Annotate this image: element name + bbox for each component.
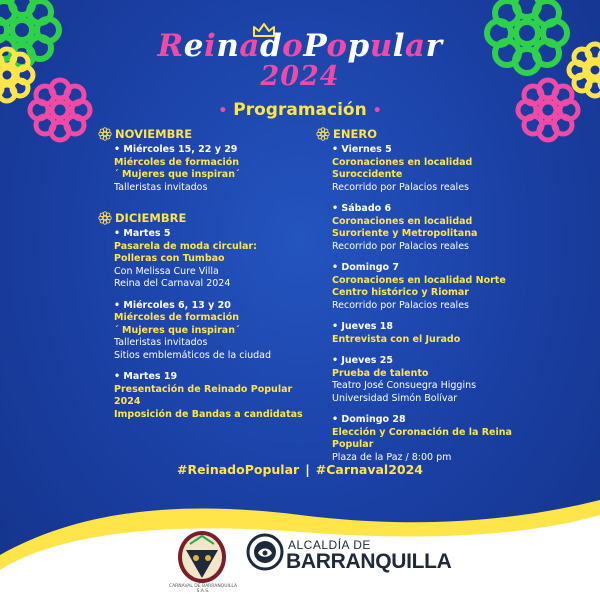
event-title: Coronaciones en localidad	[332, 215, 473, 227]
sun-icon	[98, 127, 112, 141]
title-letter: P	[303, 28, 327, 64]
title-letter: R	[157, 28, 184, 64]
event-date: • Miércoles 15, 22 y 29	[114, 144, 238, 155]
event-title: Polleras con Tumbao	[114, 253, 225, 264]
event-item	[114, 228, 313, 291]
event-title: 2024	[114, 396, 141, 407]
event-item	[114, 144, 313, 194]
event-note: Talleristas invitados	[114, 181, 208, 193]
event-title: Miércoles de formación	[114, 312, 240, 323]
event-note: Universidad Simón Bolívar	[332, 392, 458, 404]
event-date: • Domingo 7	[332, 262, 399, 273]
month-name: DICIEMBRE	[115, 211, 187, 225]
subtitle-text: Programación	[233, 100, 367, 120]
title-letter: u	[369, 28, 393, 64]
event-date: • Domingo 28	[332, 414, 406, 425]
event-item	[114, 371, 313, 421]
schedule-right-column	[316, 127, 516, 473]
event-note: Con Melissa Cure Villa	[114, 265, 219, 277]
section-gap	[98, 203, 313, 211]
event-item	[332, 321, 516, 346]
title-letter: r	[425, 28, 443, 64]
event-note: Recorrido por Palacios reales	[332, 181, 469, 193]
event-date: • Martes 19	[114, 371, 178, 382]
event-item	[332, 144, 516, 194]
event-note: Teatro José Consuegra Higgins	[332, 380, 477, 391]
event-title: Imposición de Bandas a candidatas	[114, 408, 303, 420]
title-letter: p	[347, 28, 370, 64]
title-letter: n	[216, 28, 240, 64]
title-letter: o	[282, 28, 304, 64]
event-title: Centro histórico y Riomar	[332, 287, 469, 298]
schedule-left-column	[98, 127, 313, 430]
title-letter: l	[392, 28, 406, 64]
event-title: Pasarela de moda circular:	[114, 240, 257, 252]
event-item	[332, 203, 516, 253]
event-item	[332, 414, 516, 464]
title-letter: e	[183, 28, 205, 64]
month-name: ENERO	[333, 127, 377, 141]
event-note: Reina del Carnaval 2024	[114, 278, 231, 289]
event-date: • Viernes 5	[332, 144, 392, 155]
title-letter: d	[259, 28, 283, 64]
event-item	[114, 300, 313, 363]
event-item	[332, 355, 516, 405]
event-date: • Miércoles 6, 13 y 20	[114, 299, 231, 311]
hashtags	[0, 462, 600, 477]
event-title: Miércoles de formación	[114, 156, 240, 168]
event-title: Elección y Coronación de la Reina	[332, 426, 512, 438]
event-note: Plaza de la Paz / 8:00 pm	[332, 451, 452, 463]
title-letter: a	[239, 28, 260, 64]
event-title: Coronaciones en localidad	[332, 156, 473, 168]
hashtag-reinado: #ReinadoPopular	[176, 462, 300, 477]
event-note: Talleristas invitados	[114, 337, 208, 348]
hashtag-separator: |	[305, 462, 310, 477]
title-letter: o	[326, 28, 348, 64]
title-letter: a	[405, 28, 426, 64]
footer-logos	[0, 525, 600, 600]
event-title: Entrevista con el Jurado	[332, 333, 461, 345]
title-year: 2024	[260, 61, 340, 92]
carnaval-logo-text: CARNAVAL DE BARRANQUILLA S.A.S.	[168, 584, 238, 594]
event-date: • Jueves 18	[332, 321, 393, 332]
event-date: • Sábado 6	[332, 203, 392, 214]
month-name: NOVIEMBRE	[115, 127, 193, 141]
event-title: Coronaciones en localidad Norte	[332, 274, 506, 286]
month-header	[98, 211, 313, 225]
event-title: Popular	[332, 439, 374, 450]
sun-icon	[98, 211, 112, 225]
event-note: Recorrido por Palacios reales	[332, 240, 469, 252]
event-title: ´ Mujeres que inspiran´	[114, 169, 240, 180]
hashtag-carnaval: #Carnaval2024	[315, 462, 424, 477]
month-header	[98, 127, 313, 141]
alcaldia-label-top: ALCALDÍA DE	[288, 538, 371, 552]
alcaldia-emblem-icon	[246, 533, 284, 571]
page-title	[0, 28, 600, 64]
carnaval-logo	[176, 530, 228, 588]
event-date: • Martes 5	[114, 228, 171, 239]
event-title: Suroccidente	[332, 169, 403, 180]
event-item	[332, 262, 516, 312]
month-header	[316, 127, 516, 141]
event-date: • Jueves 25	[332, 355, 393, 366]
event-title: ´ Mujeres que inspiran´	[114, 324, 240, 336]
event-note: Recorrido por Palacios reales	[332, 299, 469, 311]
title-block	[0, 28, 600, 90]
event-title: Suroriente y Metropolitana	[332, 228, 478, 239]
title-letter: i	[204, 28, 217, 64]
event-title: Presentación de Reinado Popular	[114, 383, 293, 395]
sun-icon	[316, 127, 330, 141]
event-note: Sitios emblemáticos de la ciudad	[114, 349, 272, 361]
subtitle: • Programación •	[218, 100, 382, 120]
event-title: Prueba de talento	[332, 367, 429, 379]
alcaldia-label-bottom: BARRANQUILLA	[286, 550, 452, 573]
